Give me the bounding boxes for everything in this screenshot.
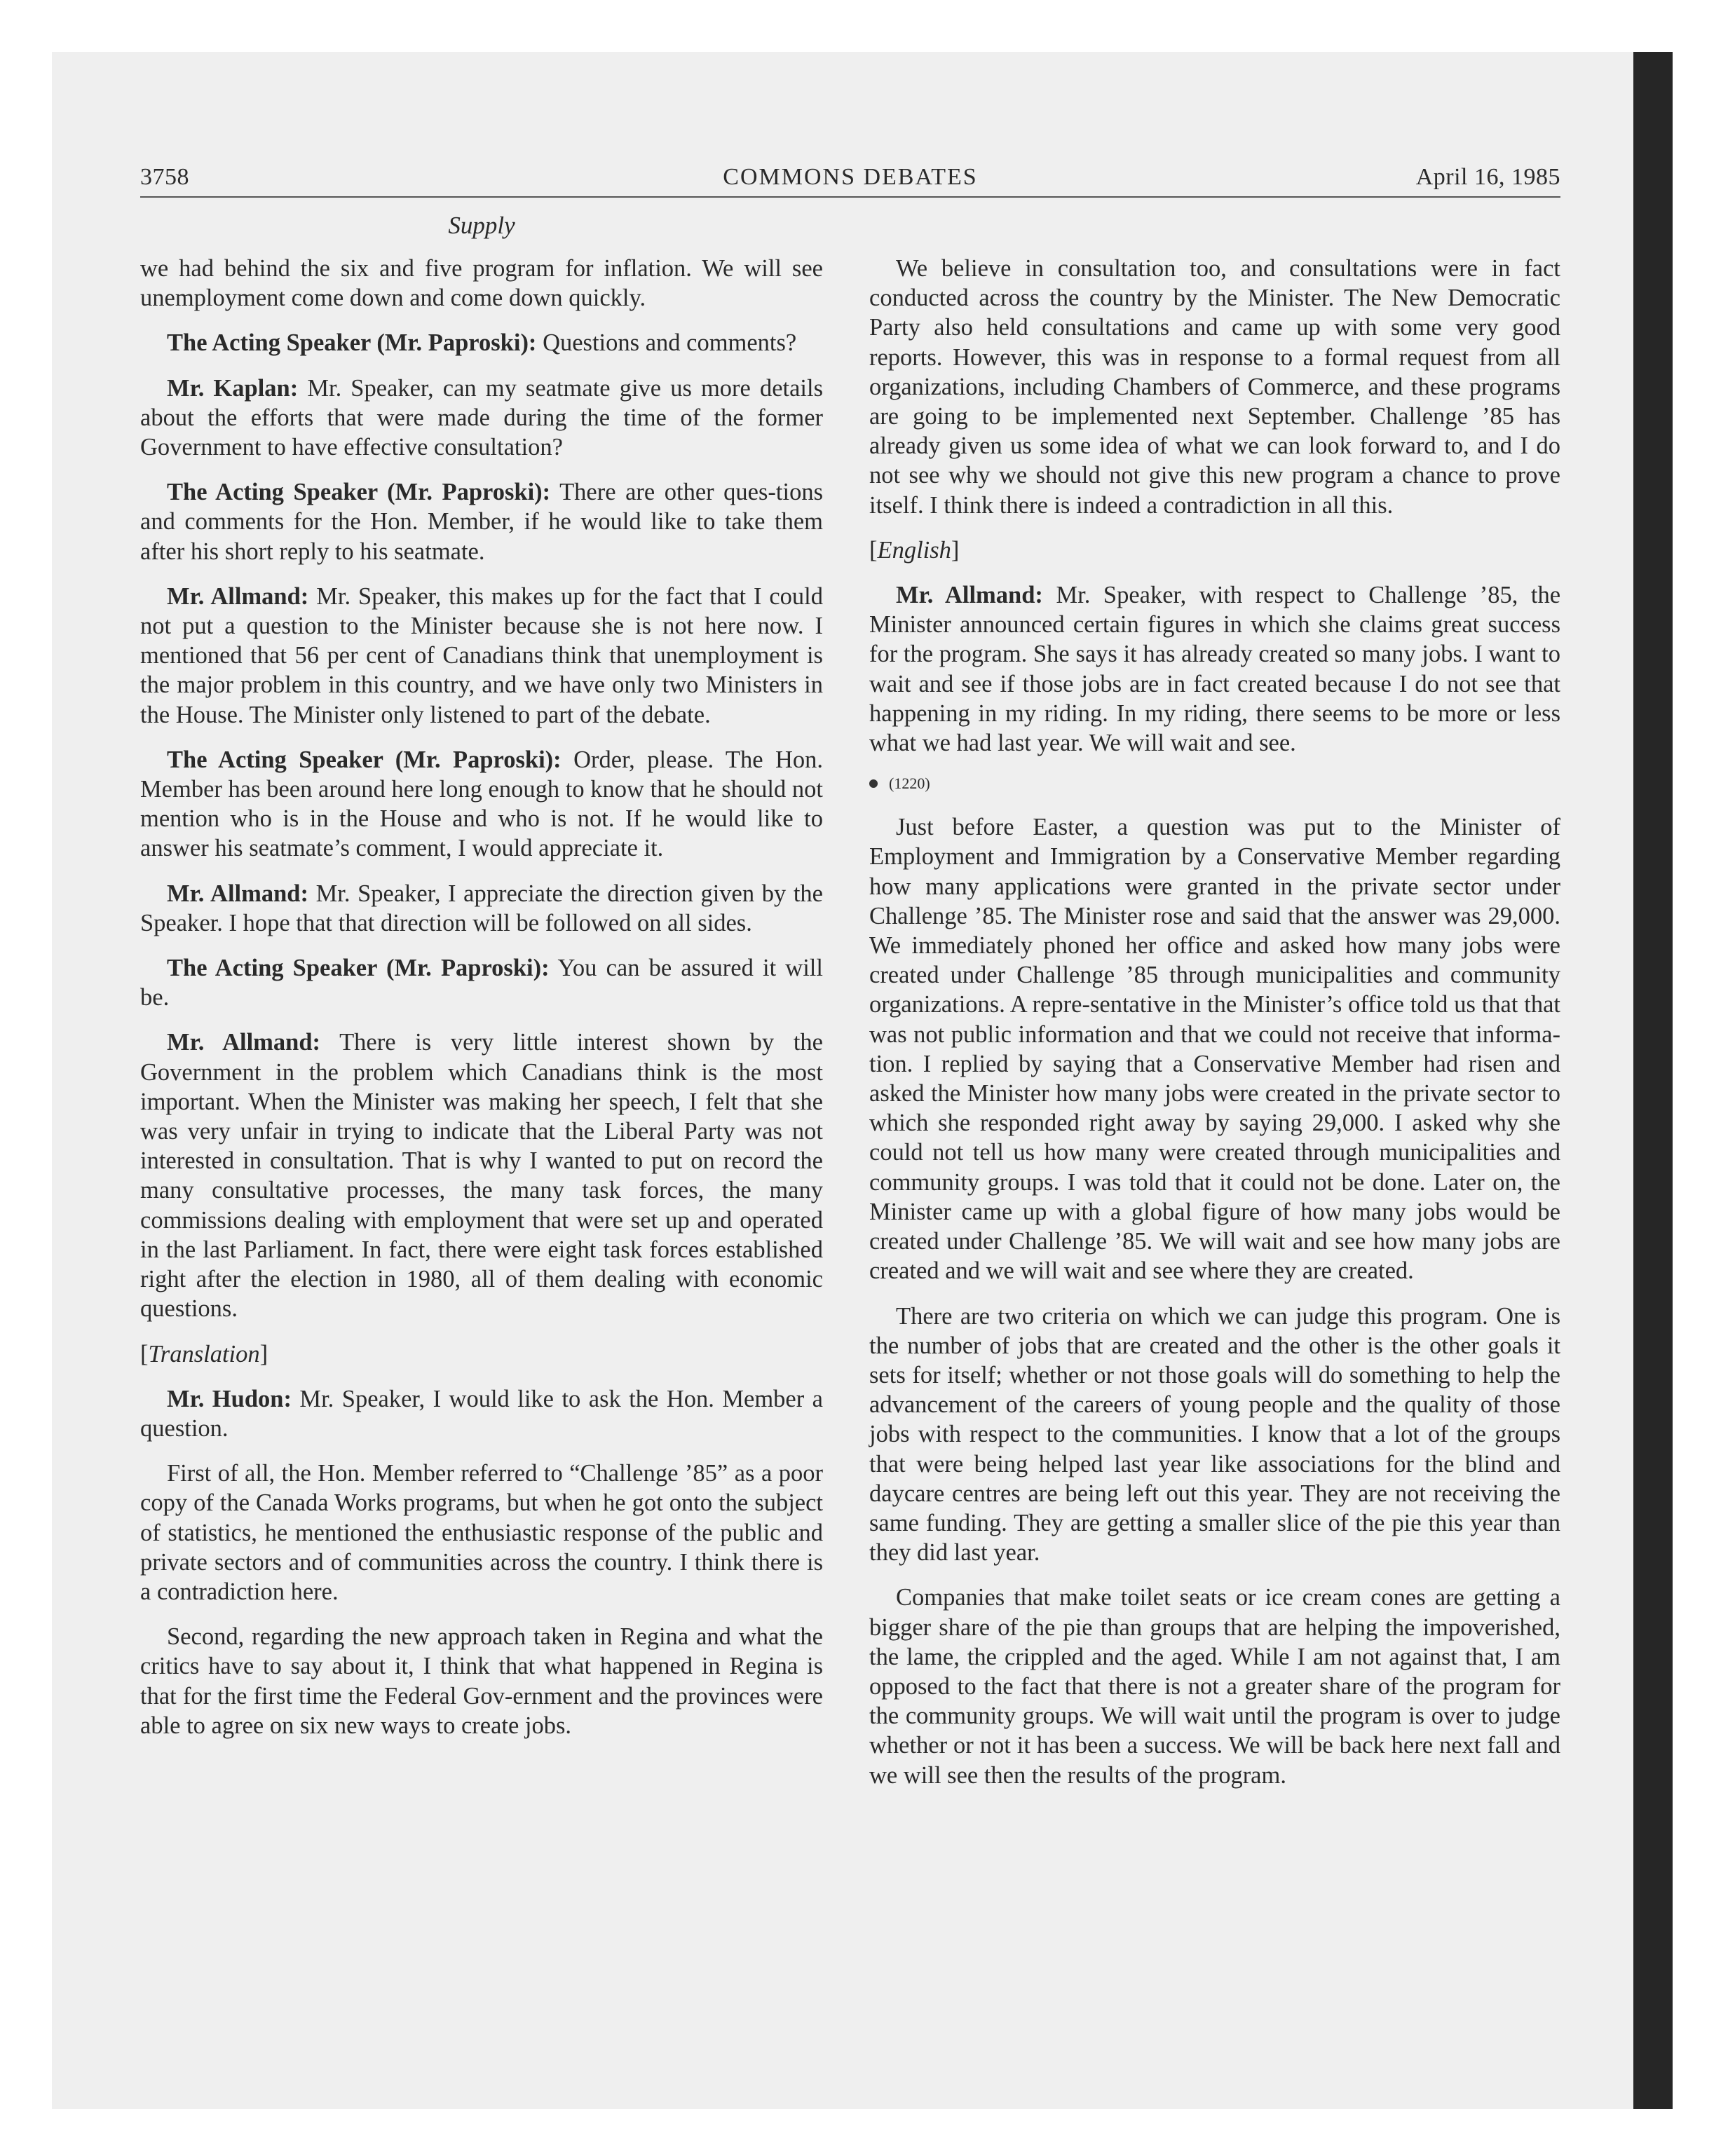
paragraph-text: There are other ques-tions and comments for the Hon. Member, if he would like to take them after his short reply to his seatmate. <box>140 479 823 565</box>
paragraph-text: First of all, the Hon. Member referred to “Challenge ’85” as a poor copy of the Canada Works programs, but when he got onto the subject of statistics, he mentioned the enthusiastic response of the public and private sectors and of communities across the country. I think there is a contradiction here. <box>140 1460 823 1605</box>
language-tag: [Translation] <box>140 1340 268 1367</box>
language-tag: [English] <box>869 536 960 564</box>
debate-paragraph <box>140 1028 823 1323</box>
debate-paragraph <box>140 582 823 730</box>
speaker-name: Mr. Hudon: <box>167 1385 292 1412</box>
paragraph-text: You can be assured it will be. <box>140 955 823 1011</box>
speaker-name: Mr. Kaplan: <box>167 374 299 402</box>
header-rule <box>140 196 1560 198</box>
debate-paragraph <box>140 328 823 357</box>
debate-paragraph <box>869 1583 1560 1789</box>
paragraph-text: Mr. Speaker, can my seatmate give us more details about the efforts that were made during the time of the former Government to have effective consultation? <box>140 374 824 461</box>
paragraph-text: Mr. Speaker, I appreciate the direction given by the Speaker. I hope that that direction will be followed on all sides. <box>140 880 823 936</box>
page-header <box>140 158 1560 198</box>
debate-paragraph <box>869 1302 1560 1568</box>
section-label: Supply <box>448 212 515 239</box>
debate-paragraph <box>140 1622 823 1740</box>
time-marker-text: (1220) <box>889 775 930 793</box>
debate-paragraph <box>869 580 1560 758</box>
paragraph-text: There is very little interest shown by the Government in the problem which Canadians think is the most important. When the Minister was making her speech, I felt that she was very unfair in trying to indicate that the Liberal Party was not interested in consultation. That is why I wanted to put on record the many consultative processes, the many task forces, the many commissions dealing with employment that were set up and operated in the last Parliament. In fact, there were eight task forces established right after the election in 1980, all of them dealing with economic questions. <box>140 1029 823 1323</box>
speaker-name: Mr. Allmand: <box>896 582 1043 609</box>
paragraph-text: Second, regarding the new approach taken in Regina and what the critics have to say about it, I think that what happened in Regina is that for the first time the Federal Gov-ernment and the provinces were able to agree on six new ways to create jobs. <box>140 1623 823 1739</box>
debate-paragraph <box>140 374 823 463</box>
speaker-name: Mr. Allmand: <box>167 880 308 907</box>
paragraph-text: Companies that make toilet seats or ice cream cones are getting a bigger share of the pie than groups that are helping the impoverished, the lame, the crippled and the aged. While I am not against that, I am opposed to the fact that there is not a greater share of the program for the community groups. We will wait until the program is over to judge whether or not it has been a success. We will be back here next fall and we will see then the results of the program. <box>869 1584 1560 1789</box>
page-number: 3758 <box>140 164 189 190</box>
paragraph-text: we had behind the six and five program for inflation. We will see unemployment come down and come down quickly. <box>140 255 823 312</box>
debate-paragraph <box>140 953 823 1012</box>
bullet-icon <box>869 779 878 788</box>
paragraph-text: We believe in consultation too, and consultations were in fact conducted across the country by the Minister. The New Democratic Party also held consultations and came up with some very good reports. However, this was in response to a formal request from all organizations, including Chambers of Commerce, and these programs are going to be implemented next September. Challenge ’85 has already given us some idea of what we can look forward to, and I do not see why we should not give this new program a chance to prove itself. I think there is indeed a contradiction in all this. <box>869 255 1560 519</box>
language-tag-text: English <box>877 536 951 564</box>
debate-paragraph <box>869 812 1560 1285</box>
paragraph-text: Order, please. The Hon. Member has been around here long enough to know that he should not mention who is in the House and who is not. If he would like to answer his seatmate’s comment, I would appreciate it. <box>140 746 823 862</box>
speaker-name: The Acting Speaker (Mr. Paproski): <box>167 479 551 506</box>
right-column <box>869 254 1560 1806</box>
left-column <box>140 254 823 1756</box>
speaker-name: Mr. Allmand: <box>167 1029 321 1056</box>
scan-edge-shadow <box>1633 52 1673 2109</box>
speaker-name: The Acting Speaker (Mr. Paproski): <box>167 746 562 773</box>
paragraph-text: There are two criteria on which we can judge this program. One is the number of jobs that are created and the other is the other goals it sets for itself; whether or not those goals will do something to help the advancement of the careers of young people and the quality of those jobs with respect to the communities. I know that a lot of the groups that were being helped last year like associations for the blind and daycare centres are being left out this year. They are not receiving the same funding. They are getting a smaller slice of the pie this year than they did last year. <box>869 1302 1560 1567</box>
speaker-name: Mr. Allmand: <box>167 582 309 610</box>
paragraph-text: Mr. Speaker, I would like to ask the Hon. Member a question. <box>140 1385 823 1442</box>
paragraph-text: Questions and comments? <box>543 329 797 357</box>
speaker-name: The Acting Speaker (Mr. Paproski): <box>167 329 537 357</box>
paragraph-text: Mr. Speaker, with respect to Challenge ’85, the Minister announced certain figures in which she claims great success for the program. She says it has already created so many jobs. I want to wait and see if those jobs are in fact created because I do not see that happening in my riding. In my riding, there seems to be more or less what we had last year. We will wait and see. <box>869 582 1561 757</box>
paragraph-text: Just before Easter, a question was put to the Minister of Employment and Immigration by a Conservative Member regarding how many applications were granted in the private sector under Challenge ’85. The Minister rose and said that the answer was 29,000. We immediately phoned her office and asked how many jobs were created under Challenge ’85 through municipalities and community organizations. A repre-sentative in the Minister’s office told us that that was not public information and that we could not receive that informa-tion. I replied by saying that a Conservative Member had risen and asked the Minister how many jobs were created in the private sector to which she responded right away by saying 29,000. I asked why she could not tell us how many were created through municipalities and community groups. I was told that it could not be done. Later on, the Minister came up with a global figure of how many jobs would be created under Challenge ’85. We will wait and see how many jobs are created and we will wait and see where they are created. <box>869 814 1560 1285</box>
debate-paragraph <box>869 254 1560 520</box>
language-tag-text: Translation <box>148 1340 260 1367</box>
debate-paragraph <box>140 745 823 864</box>
debate-paragraph <box>140 477 823 566</box>
debate-paragraph <box>140 1384 823 1443</box>
time-marker <box>869 773 1560 794</box>
speaker-name: The Acting Speaker (Mr. Paproski): <box>167 955 550 982</box>
publication-title: COMMONS DEBATES <box>723 164 978 190</box>
page-date: April 16, 1985 <box>1415 164 1560 190</box>
paragraph-text: Mr. Speaker, this makes up for the fact that I could not put a question to the Minister because she is not here now. I mentioned that 56 per cent of Canadians think that unemployment is the major problem in this country, and we have only two Ministers in the House. The Minister only listened to part of the debate. <box>140 582 823 728</box>
debate-paragraph <box>140 879 823 938</box>
debate-paragraph <box>140 1459 823 1606</box>
debate-paragraph <box>140 254 823 313</box>
